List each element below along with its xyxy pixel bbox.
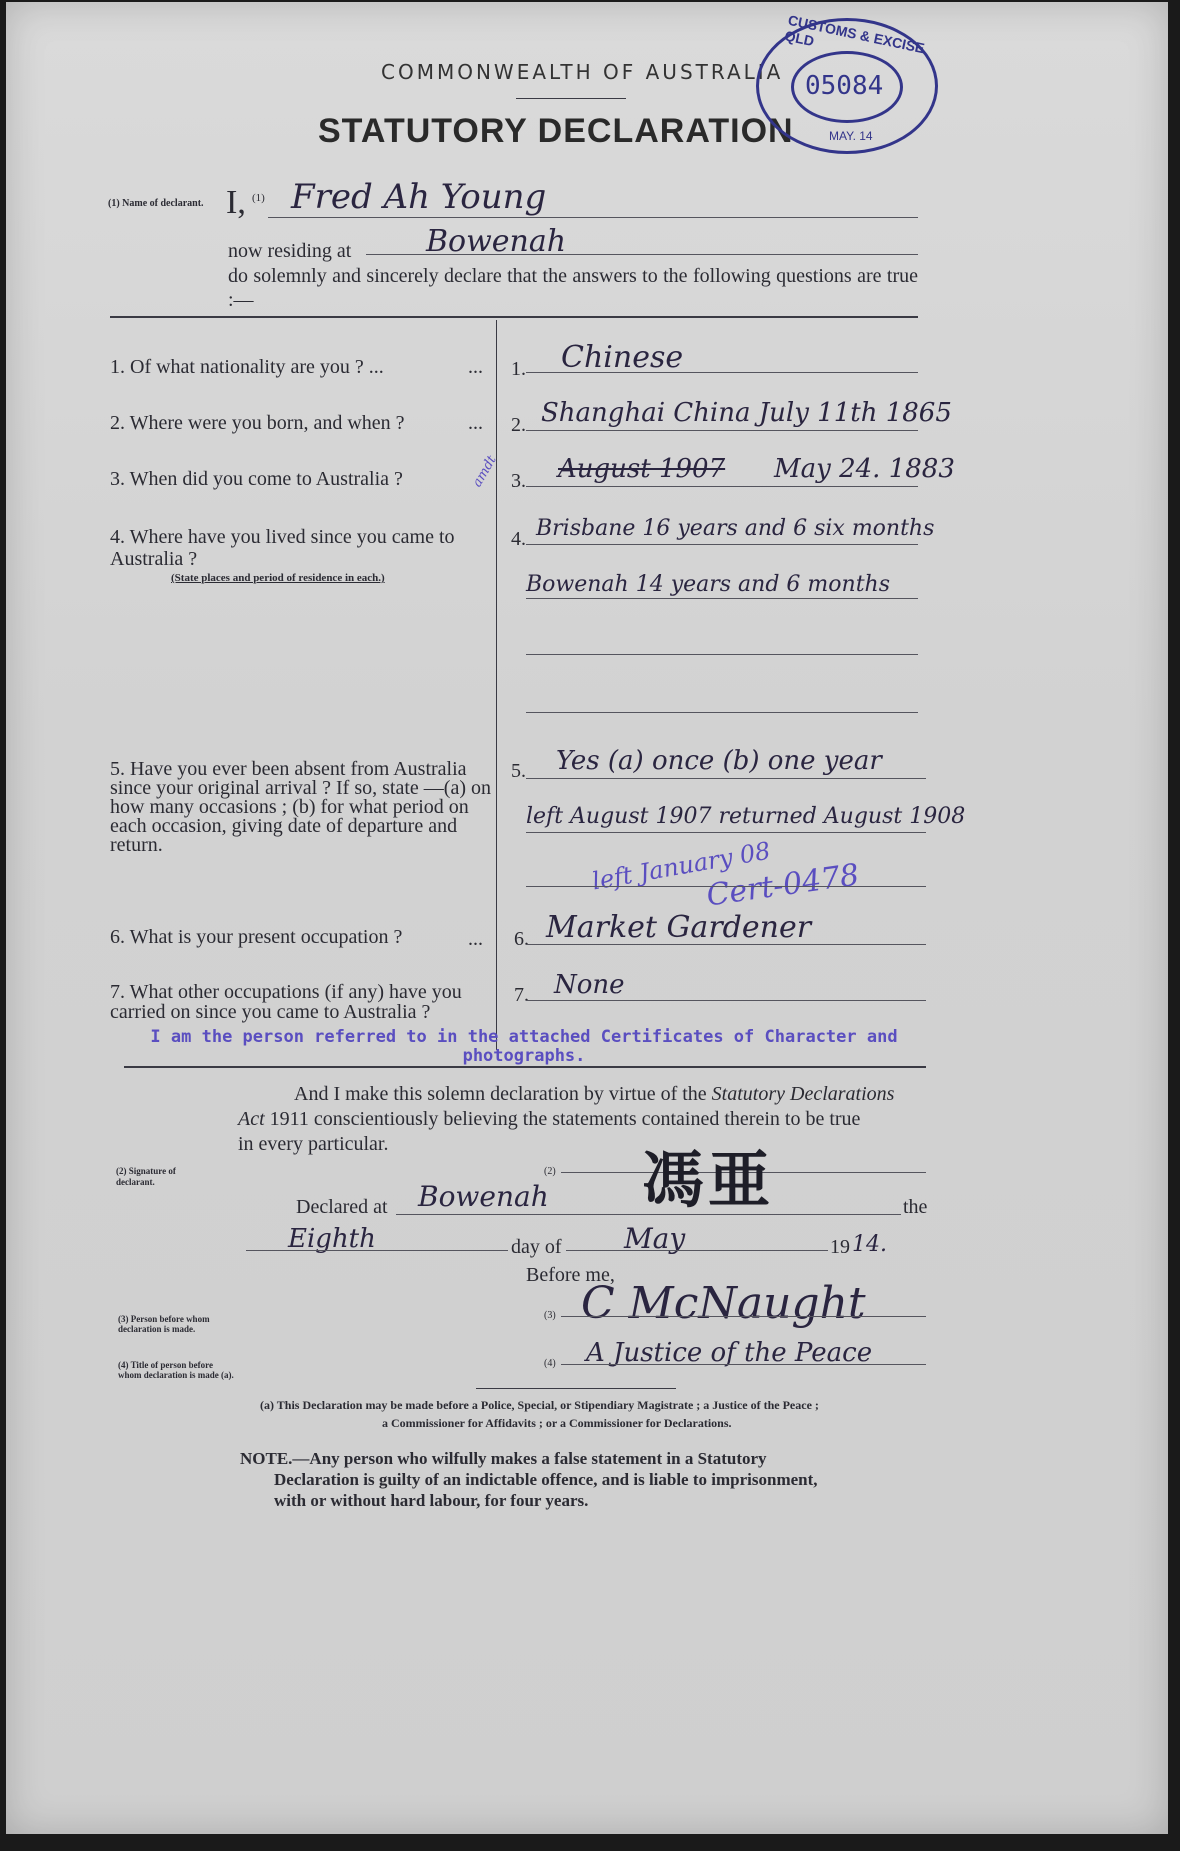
residence: Bowenah [426,224,567,259]
declared-label: Declared at [296,1196,388,1218]
solemn-statement: do solemnly and sincerely declare that the answers to the following questions are true :— [228,265,918,311]
answer-4-num: 4. [511,528,526,550]
answer-4: Brisbane 16 years and 6 six months [536,516,935,541]
witness-mark: (3) [544,1310,556,1321]
answer-5: Yes (a) once (b) one year [556,746,882,776]
signature-mark: (2) [544,1166,556,1177]
answer-6-num: 6. [514,928,529,950]
declarant-name: Fred Ah Young [291,177,547,217]
answer-1-line [526,372,918,373]
chinese-signature: 馮亜 [642,1143,775,1216]
answer-4-line2: Bowenah 14 years and 6 months [526,572,890,597]
declared-line [396,1214,901,1215]
stamp-number: 05084 [805,71,884,101]
question-4: 4. Where have you lived since you came to Australia ? [110,526,455,570]
name-line [268,217,918,218]
note-divider [124,1066,926,1068]
answer-3-num: 3. [511,470,526,492]
question-6: 6. What is your present occupation ? [110,926,403,948]
note-line2: Declaration is guilty of an indictable offence, and is liable to imprisonment, [274,1470,818,1489]
stamp-date: MAY. 14 [829,129,873,143]
day-line [246,1250,508,1251]
footnote-divider [476,1388,676,1389]
answer-3-struck: August 1907 [558,454,726,484]
question-2: 2. Where were you born, and when ? [110,412,405,434]
top-divider [110,316,918,318]
solemn-line3: in every particular. [238,1133,389,1155]
answer-4-line4-rule [526,712,918,713]
declared-place: Bowenah [418,1180,549,1213]
declared-the: the [903,1196,928,1218]
answer-6-line [526,944,926,945]
residence-line [366,254,918,255]
answer-4-line [526,544,918,545]
answer-5-note: left January 08 [589,836,773,896]
answer-1-num: 1. [511,358,526,380]
answer-5-line2: left August 1907 returned August 1908 [526,804,966,829]
question-1-dots: ... [468,356,483,378]
footnote-line2: a Commissioner for Affidavits ; or a Commissioner for Declarations. [382,1416,732,1430]
answer-5-line3-rule [526,886,926,887]
question-6-dots: ... [468,928,483,950]
question-4-instruction: (State places and period of residence in each.) [171,572,385,584]
year-suffix: 14. [852,1232,887,1257]
question-5: 5. Have you ever been absent from Australia since your original arrival ? If so, state —(a) on how many occasions ; (b) for what period on each occasion, giving date of departure and return. [110,758,491,856]
answer-7-line [526,1000,926,1001]
answer-7-num: 7. [514,984,529,1006]
act-title-b: Act [238,1108,265,1130]
witness-side-note: (3) Person before whom declaration is made. [118,1314,210,1334]
answer-1: Chinese [561,340,684,375]
title-side-note: (4) Title of person before whom declaration is made (a). [118,1360,234,1380]
signature-side-note: (2) Signature of declarant. [116,1166,176,1187]
witness-line [561,1316,926,1317]
note-line1: NOTE.—Any person who wilfully makes a false statement in a Statutory [240,1449,767,1468]
answer-7: None [554,970,625,1000]
note-block [240,1448,940,1511]
answer-2: Shanghai China July 11th 1865 [541,398,952,428]
answer-3: May 24. 1883 [774,454,955,484]
footnote-line1: (a) This Declaration may be made before a Police, Special, or Stipendiary Magistrate ; a Justice of the Peace ; [260,1398,819,1412]
answer-5-num: 5. [511,760,526,782]
month-line [566,1250,828,1251]
answer-5-line2-rule [526,832,926,833]
answer-5-cert: Cert-0478 [704,857,862,914]
month-value: May [624,1222,686,1255]
answer-3-line [526,486,918,487]
solemn-declaration [238,1082,928,1157]
solemn-line1: And I make this solemn declaration by virtue of the [294,1083,707,1105]
question-1: 1. Of what nationality are you ? ... [110,356,384,378]
before-me-label: Before me, [526,1264,615,1286]
act-title-a: Statutory Declarations [711,1083,895,1105]
residing-label: now residing at [228,240,352,262]
question-3: 3. When did you come to Australia ? [110,468,403,490]
typed-certificate-note: I am the person referred to in the attached Certificates of Character and photographs. [150,1027,898,1066]
answer-3-margin-note: amdt [469,453,500,490]
page-title: STATUTORY DECLARATION [318,112,794,150]
column-divider [496,320,497,1050]
answer-4-line3-rule [526,654,918,655]
day-value: Eighth [288,1224,376,1254]
solemn-line2: 1911 conscientiously believing the statements contained therein to be true [269,1108,861,1130]
declarant-mark: (1) [252,192,265,204]
stamp-ring-text: CUSTOMS & EXCISE QLD [783,11,926,57]
commonwealth-heading: COMMONWEALTH OF AUSTRALIA [381,60,784,84]
question-2-dots: ... [468,412,483,434]
witness-title: A Justice of the Peace [586,1338,873,1368]
header-divider [516,98,626,99]
answer-5-line [526,778,926,779]
witness-name: C McNaught [581,1278,866,1329]
answer-2-num: 2. [511,414,526,436]
day-of-label: day of [511,1236,562,1258]
answer-6: Market Gardener [546,910,812,945]
declarant-intro: I, [226,184,246,221]
title-line [561,1364,926,1365]
answer-4-line2-rule [526,598,918,599]
customs-stamp [756,11,938,154]
note-line3: with or without hard labour, for four years. [274,1491,589,1510]
answer-2-line [526,430,918,431]
year-prefix: 19 [830,1236,850,1258]
document-sheet [6,2,1168,1834]
question-7: 7. What other occupations (if any) have you carried on since you came to Australia ? [110,981,462,1023]
name-side-note: (1) Name of declarant. [108,198,204,209]
title-mark: (4) [544,1358,556,1369]
